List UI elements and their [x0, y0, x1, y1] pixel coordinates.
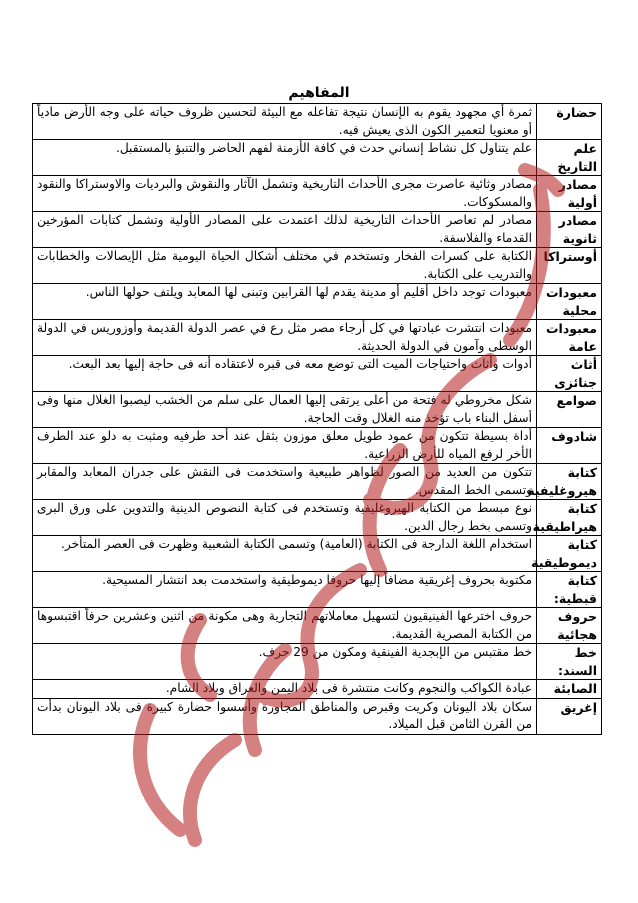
- table-row: [33, 464, 602, 500]
- definition-cell: ثمرة أي مجهود يقوم به الإنسان نتيجة تفاعله مع البيئة لتحسين ظروف حياته على وجه الأرض مادياً أو معنويا لتعمير الكون الذى يعيش فيه.: [33, 104, 537, 140]
- table-row: [33, 680, 602, 699]
- term-cell: شادوف: [537, 428, 602, 464]
- concepts-table: [32, 103, 602, 735]
- definition-cell: تتكون من العديد من الصور لظواهر طبيعية واستخدمت فى النقش على جدران المعابد والمقابر وتسمى الخط المقدس.: [33, 464, 537, 500]
- definition-cell: عبادة الكواكب والنجوم وكانت منتشرة فى بلاد اليمن والعراق وبلاد الشام.: [33, 680, 537, 699]
- term-cell: معبودات محلية: [537, 284, 602, 320]
- definition-cell: مصادر لم تعاصر الأحداث التاريخية لذلك اعتمدت على المصادر الأولية وتشمل كتابات المؤرخين القدماء والفلاسفة.: [33, 212, 537, 248]
- term-cell: أثاث جنائزى: [537, 356, 602, 392]
- definition-cell: استخدام اللغة الدارجة فى الكتابة (العامية) وتسمى الكتابة الشعبية وظهرت فى العصر المتأخر.: [33, 536, 537, 572]
- definition-cell: أدوات وأثاث واحتياجات الميت التى توضع معه فى قبره لاعتقاده أنه فى حاجة إليها بعد البعث.: [33, 356, 537, 392]
- table-row: [33, 392, 602, 428]
- definition-cell: خط مقتبس من الإبجدية الفينقية ومكون من 29 حرف.: [33, 644, 537, 680]
- table-row: [33, 608, 602, 644]
- table-row: [33, 698, 602, 734]
- term-cell: كتابة هيروغليفية: [537, 464, 602, 500]
- term-cell: كتابة ديموطيقية: [537, 536, 602, 572]
- table-row: [33, 500, 602, 536]
- definition-cell: سكان بلاد اليونان وكريت وقبرص والمناطق المجاورة وأسسوا حضارة كبيرة فى بلاد اليونان بدأت من القرن الثامن قبل الميلاد.: [33, 698, 537, 734]
- definition-cell: شكل مخروطي له فتحة من أعلى يرتقى إليها العمال على سلم من الخشب ليصبوا الغلال منها وفى أسفل البناء باب تؤخذ منه الغلال وقت الحاجة.: [33, 392, 537, 428]
- definition-cell: مكتوبة بحروف إغريقية مضافاً إليها حروفا ديموطيقية واستخدمت بعد انتشار المسيحية.: [33, 572, 537, 608]
- term-cell: كتابة هيراطيقية: [537, 500, 602, 536]
- table-row: [33, 356, 602, 392]
- table-row: [33, 572, 602, 608]
- definition-cell: مصادر وثائية عاصرت مجرى الأحداث التاريخية وتشمل الآثار والنقوش والبرديات والاوستراكا والنقود والمسكوكات.: [33, 176, 537, 212]
- table-row: [33, 104, 602, 140]
- term-cell: إغريق: [537, 698, 602, 734]
- definition-cell: حروف اخترعها الفينيقيون لتسهيل معاملاتهم التجارية وهى مكونة من اثنين وعشرين حرفاً اقتبسوها من الكتابة المصرية القديمة.: [33, 608, 537, 644]
- table-row: [33, 140, 602, 176]
- term-cell: الصابئة: [537, 680, 602, 699]
- term-cell: كتابة قبطية:: [537, 572, 602, 608]
- term-cell: حضارة: [537, 104, 602, 140]
- definition-cell: علم يتناول كل نشاط إنساني حدث في كافة الأزمنة لفهم الحاضر والتنبؤ بالمستقبل.: [33, 140, 537, 176]
- definition-cell: أداة بسيطة تتكون من عمود طويل معلق موزون بثقل عند أحد طرفيه ومثبت به دلو عند الطرف الأخر لرفع المياه للأرض الزراعية.: [33, 428, 537, 464]
- term-cell: علم التاريخ: [537, 140, 602, 176]
- table-row: [33, 644, 602, 680]
- table-row: [33, 428, 602, 464]
- table-row: [33, 320, 602, 356]
- definition-cell: الكتابة على كسرات الفخار وتستخدم في مختلف أشكال الحياة اليومية مثل الإيصالات والخطابات والتدريب على الكتابة.: [33, 248, 537, 284]
- table-row: [33, 284, 602, 320]
- term-cell: معبودات عامة: [537, 320, 602, 356]
- definition-cell: معبودات انتشرت عبادتها في كل أرجاء مصر مثل رع في عصر الدولة القديمة وأوزوريس في الدولة الوسطى وآمون في الدولة الحديثة.: [33, 320, 537, 356]
- term-cell: مصادر أولية: [537, 176, 602, 212]
- term-cell: مصادر ثانوية: [537, 212, 602, 248]
- table-row: [33, 536, 602, 572]
- term-cell: أوستراكا: [537, 248, 602, 284]
- term-cell: حروف هجائية: [537, 608, 602, 644]
- table-row: [33, 212, 602, 248]
- term-cell: خط السند:: [537, 644, 602, 680]
- term-cell: صوامع: [537, 392, 602, 428]
- table-row: [33, 176, 602, 212]
- page-title: المفاهيم: [288, 85, 350, 101]
- definition-cell: معبودات توجد داخل أقليم أو مدينة يقدم لها القرابين وتبنى لها المعابد ويلتف حولها الناس.: [33, 284, 537, 320]
- table-row: [33, 248, 602, 284]
- definition-cell: نوع مبسط من الكتابة الهيروغليفية وتستخدم فى كتابة النصوص الدينية والتدوين على ورق البرى وتسمى بخط رجال الدين.: [33, 500, 537, 536]
